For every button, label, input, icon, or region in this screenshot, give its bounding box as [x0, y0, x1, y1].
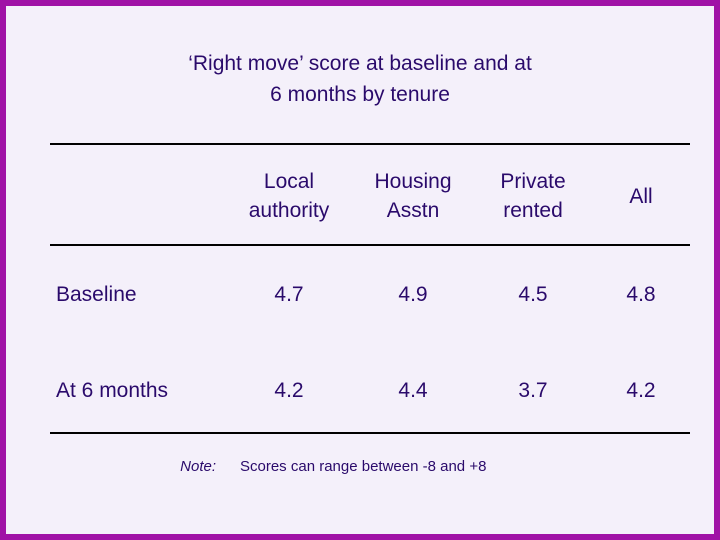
note-text: Scores can range between -8 and +8 — [240, 458, 487, 475]
col-header-all — [571, 182, 711, 211]
col-header-line: Private — [500, 170, 566, 193]
slide-title — [6, 48, 714, 110]
cell-value: 4.9 — [398, 283, 428, 306]
cell-value: 4.7 — [274, 283, 304, 306]
cell-value: 4.5 — [518, 283, 548, 306]
header-bottom-rule — [50, 244, 690, 246]
col-header-line: rented — [503, 199, 563, 222]
col-header-housing-asstn — [343, 167, 483, 225]
row-label-at-6-months: At 6 months — [56, 379, 169, 402]
note-label: Note: — [180, 458, 216, 475]
col-header-line: Local — [263, 170, 315, 193]
cell-value: 4.2 — [274, 379, 304, 402]
row-label-baseline: Baseline — [56, 283, 137, 306]
cell-value: 4.8 — [626, 283, 656, 306]
col-header-line: Housing — [374, 170, 452, 193]
col-header-local-authority — [219, 167, 359, 225]
cell-value: 4.2 — [626, 379, 656, 402]
col-header-line: Asstn — [386, 199, 440, 222]
cell-value: 3.7 — [518, 379, 548, 402]
col-header-line: All — [629, 185, 653, 208]
cell-value: 4.4 — [398, 379, 428, 402]
table-bottom-rule — [50, 432, 690, 434]
title-line-1: ‘Right move’ score at baseline and at — [188, 52, 532, 75]
title-line-2: 6 months by tenure — [270, 83, 450, 106]
col-header-line: authority — [248, 199, 330, 222]
table-top-rule — [50, 143, 690, 145]
